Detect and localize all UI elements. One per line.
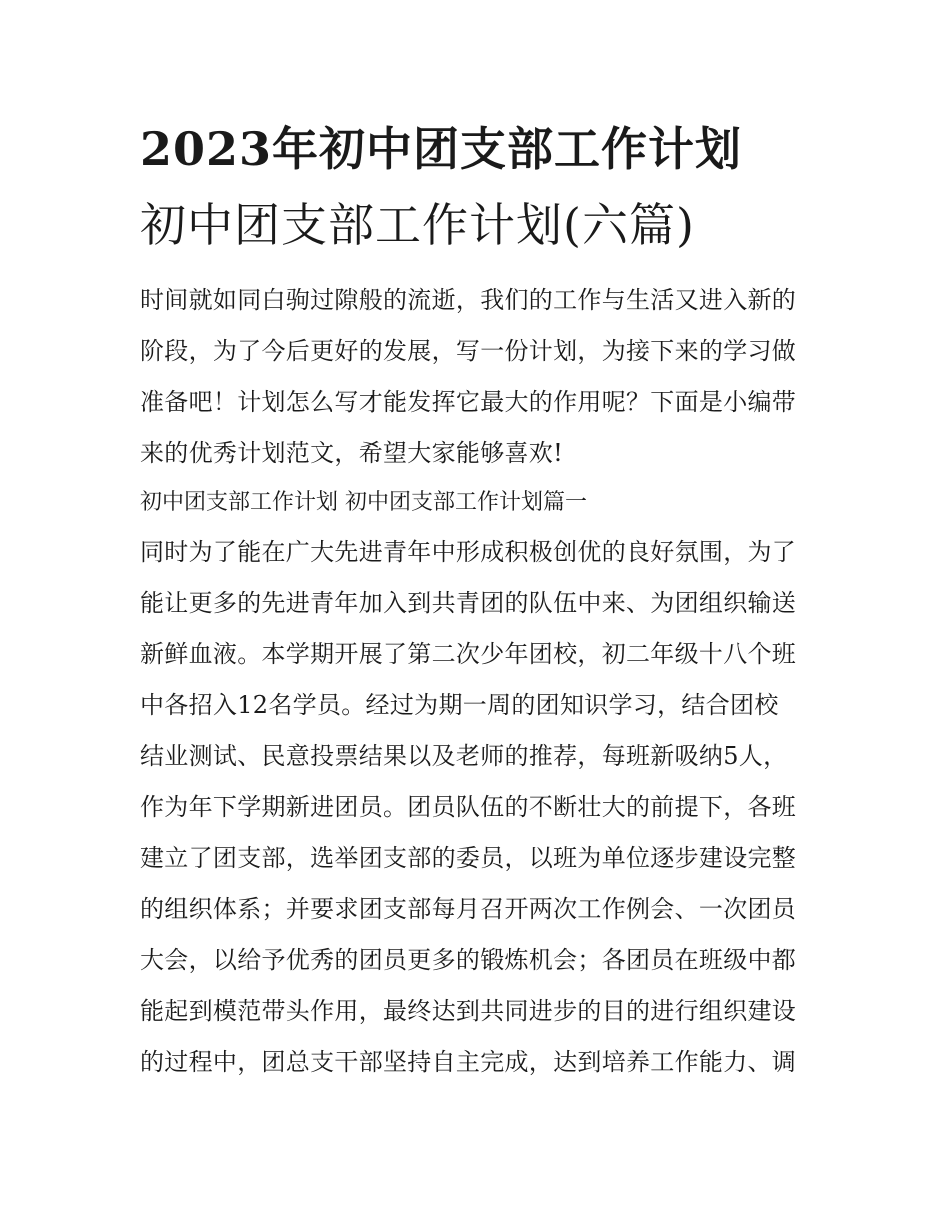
body-line: 中各招入12名学员。经过为期一周的团知识学习，结合团校 [140, 691, 779, 719]
body-line: 作为年下学期新进团员。团员队伍的不断壮大的前提下，各班 [140, 793, 797, 821]
body-line: 能起到模范带头作用，最终达到共同进步的目的进行组织建设 [140, 997, 797, 1025]
body-line: 新鲜血液。本学期开展了第二次少年团校，初二年级十八个班 [140, 640, 797, 668]
document-title-line-1: 2023年初中团支部工作计划 [140, 122, 743, 176]
intro-line: 阶段，为了今后更好的发展，写一份计划，为接下来的学习做 [140, 337, 797, 365]
section-heading: 初中团支部工作计划 初中团支部工作计划篇一 [140, 490, 587, 515]
body-line: 的组织体系；并要求团支部每月召开两次工作例会、一次团员 [140, 895, 797, 923]
intro-line: 时间就如同白驹过隙般的流逝，我们的工作与生活又进入新的 [140, 286, 797, 314]
intro-line: 准备吧！计划怎么写才能发挥它最大的作用呢？下面是小编带 [140, 388, 797, 416]
body-line: 结业测试、民意投票结果以及老师的推荐，每班新吸纳5人， [140, 742, 788, 770]
body-line: 大会，以给予优秀的团员更多的锻炼机会；各团员在班级中都 [140, 946, 797, 974]
intro-line: 来的优秀计划范文，希望大家能够喜欢! [140, 439, 564, 467]
body-line: 同时为了能在广大先进青年中形成积极创优的良好氛围，为了 [140, 538, 797, 566]
body-line: 的过程中，团总支干部坚持自主完成，达到培养工作能力、调 [140, 1048, 797, 1076]
document-title-line-2: 初中团支部工作计划(六篇) [140, 198, 695, 252]
body-line: 建立了团支部，选举团支部的委员，以班为单位逐步建设完整 [140, 844, 797, 872]
body-line: 能让更多的先进青年加入到共青团的队伍中来、为团组织输送 [140, 589, 797, 617]
